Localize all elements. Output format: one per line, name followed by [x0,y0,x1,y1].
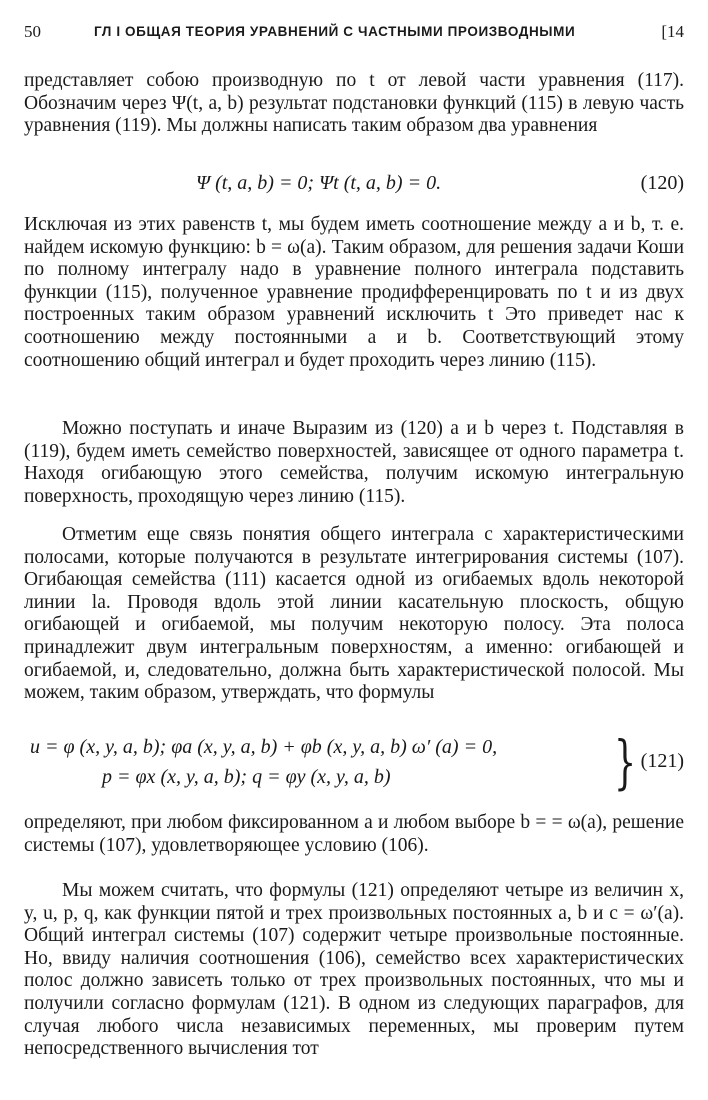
equation-121 [24,728,684,798]
paragraph-5: определяют, при любом фиксированном a и любом выборе b = = ω(a), решение системы (107), удовлетворяющее условию (106). [24,812,684,856]
equation-120-number: (120) [640,172,684,194]
paragraph-2: Исключая из этих равенств t, мы будем иметь соотношение между a и b, т. е. найдем искомую функцию: b = ω(a). Таким образом, для решения задачи Коши по полному интегралу надо в уравнение полного интеграла подставить функции (115), полученное уравнение продифференцировать по t и из двух построенных таким образом уравнений исключить t Это приведет нас к соотношению между постоянными a и b. Соответствующий этому соотношению общий интеграл и будет проходить через линию (115). [24,214,684,371]
equation-121-line-1: u = φ (x, y, a, b); φa (x, y, a, b) + φb (x, y, a, b) ω′ (a) = 0, [30,736,498,758]
paragraph-3: Можно поступать и иначе Выразим из (120) a и b через t. Подставляя в (119), будем иметь семейство поверхностей, зависящее от одного параметра t. Находя огибающую этого семейства, получим искомую интегральную поверхность, проходящую через линию (115). [24,418,684,507]
equation-120-formula: Ψ (t, a, b) = 0; Ψt (t, a, b) = 0. [196,172,442,194]
chapter-title: ГЛ I ОБЩАЯ ТЕОРИЯ УРАВНЕНИЙ С ЧАСТНЫМИ ПРОИЗВОДНЫМИ [94,24,576,39]
paragraph-1: представляет собою производную по t от левой части уравнения (117). Обозначим через Ψ(t, a, b) результат подстановки функций (115) в левую часть уравнения (119). Мы должны написать таким образом два уравнения [24,70,684,137]
paragraph-4: Отметим еще связь понятия общего интеграла с характеристическими полосами, которые получаются в результате интегрирования системы (107). Огибающая семейства (111) касается одной из огибаемых вдоль некоторой линии la. Проводя вдоль этой линии касательную плоскость, общую огибающей и огибаемой, мы получим некоторую полосу. Эта полоса принадлежит двум интегральным поверхностям, а именно: огибающей и огибаемой, и, следовательно, должна быть характеристической полосой. Мы можем, таким образом, утверждать, что формулы [24,524,684,704]
section-number: [14 [661,22,684,41]
right-brace: } [614,728,637,796]
equation-121-number: (121) [640,750,684,772]
page-number: 50 [24,22,41,41]
running-header [24,22,684,46]
paragraph-6: Мы можем считать, что формулы (121) определяют четыре из величин x, y, u, p, q, как функции пятой и трех произвольных постоянных a, b и c = ω′(a). Общий интеграл системы (107) содержит четыре произвольные постоянные. Но, ввиду наличия соотношения (106), семейство всех характеристических полос должно зависеть только от трех произвольных постоянных, что мы и получили согласно формулам (121). В одном из следующих параграфов, для случая любого числа независимых переменных, мы проверим путем непосредственного вычисления тот [24,880,684,1060]
equation-121-line-2: p = φx (x, y, a, b); q = φy (x, y, a, b) [102,766,391,788]
equation-120 [24,172,684,200]
